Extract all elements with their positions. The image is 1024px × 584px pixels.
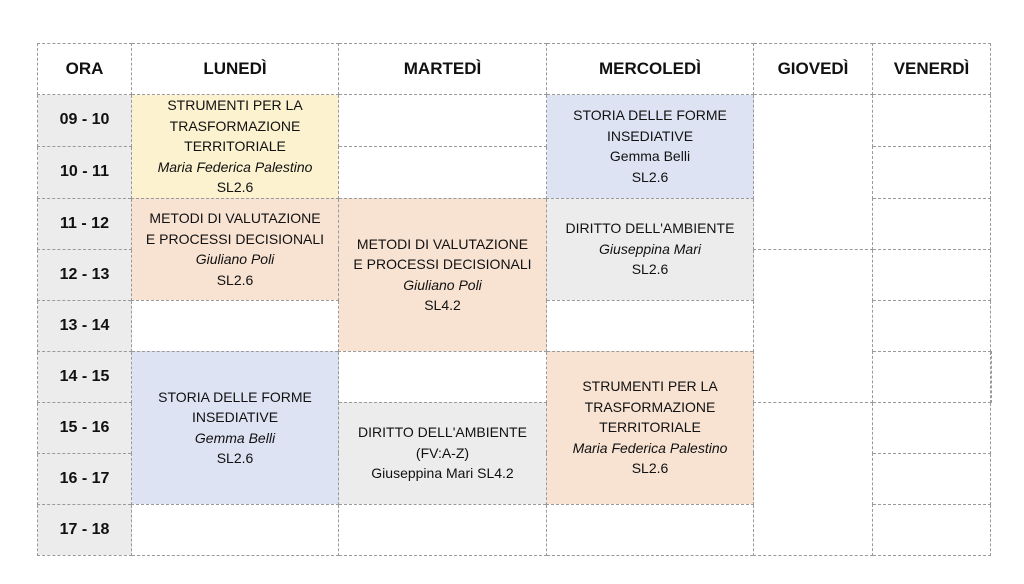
header-venerdi: VENERDÌ xyxy=(873,44,991,95)
empty-cell xyxy=(873,453,991,504)
timetable xyxy=(37,43,992,556)
empty-cell xyxy=(873,198,991,249)
header-mercoledi: MERCOLEDÌ xyxy=(547,44,754,95)
empty-cell xyxy=(873,351,991,402)
header-giovedi: GIOVEDÌ xyxy=(754,44,873,95)
empty-cell xyxy=(339,504,547,555)
empty-cell xyxy=(754,402,873,555)
course-title-line: E PROCESSI DECISIONALI xyxy=(145,230,325,247)
course-teacher: Giuliano Poli xyxy=(195,251,275,267)
course-title-line: DIRITTO DELL'AMBIENTE xyxy=(565,220,735,237)
course-teacher-room: Giuseppina Mari SL4.2 xyxy=(371,465,514,482)
hour-label: 11 - 12 xyxy=(38,198,132,249)
hour-label: 14 - 15 xyxy=(38,351,132,402)
hour-label: 16 - 17 xyxy=(38,453,132,504)
course-cell-lunedi-metodi xyxy=(132,198,339,300)
course-teacher: Giuseppina Mari xyxy=(599,240,701,257)
hour-label: 12 - 13 xyxy=(38,249,132,300)
course-title-line: (FV:A-Z) xyxy=(415,444,470,461)
hour-label: 13 - 14 xyxy=(38,300,132,351)
empty-cell xyxy=(873,402,991,453)
hour-label: 17 - 18 xyxy=(38,504,132,555)
course-room: SL2.6 xyxy=(631,460,669,477)
header-martedi: MARTEDÌ xyxy=(339,44,547,95)
course-teacher: Maria Federica Palestino xyxy=(572,439,728,456)
empty-cell xyxy=(132,504,339,555)
course-teacher: Gemma Belli xyxy=(194,429,276,446)
course-room: SL2.6 xyxy=(216,450,254,466)
course-title-line: TRASFORMAZIONE xyxy=(584,398,716,415)
empty-cell xyxy=(873,504,991,555)
course-cell-mercoledi-diritto xyxy=(547,198,754,300)
course-title-line: METODI DI VALUTAZIONE xyxy=(356,235,529,252)
course-room: SL2.6 xyxy=(216,271,254,288)
empty-cell xyxy=(132,300,339,351)
course-cell-martedi-metodi xyxy=(339,198,547,351)
course-title-line: TERRITORIALE xyxy=(599,419,701,436)
course-room: SL2.6 xyxy=(216,179,254,195)
course-title-line: STORIA DELLE FORME xyxy=(573,107,727,124)
course-cell-martedi-diritto xyxy=(339,402,547,504)
course-title-line: TRASFORMAZIONE xyxy=(169,117,301,134)
empty-cell xyxy=(873,249,991,300)
empty-cell xyxy=(547,504,754,555)
course-teacher: Gemma Belli xyxy=(609,148,691,165)
course-room: SL4.2 xyxy=(424,297,461,313)
course-teacher: Maria Federica Palestino xyxy=(157,158,313,175)
empty-cell xyxy=(754,95,873,250)
course-title-line: STRUMENTI PER LA xyxy=(582,378,718,395)
course-cell-lunedi-storia xyxy=(132,351,339,504)
course-cell-mercoledi-storia xyxy=(547,95,754,199)
course-cell-lunedi-strumenti xyxy=(132,95,339,199)
course-title-line: E PROCESSI DECISIONALI xyxy=(353,256,532,272)
course-title-line: INSEDIATIVE xyxy=(606,127,694,144)
course-title-line: STORIA DELLE FORME xyxy=(158,388,312,405)
hour-label: 10 - 11 xyxy=(38,146,132,198)
course-title-line: TERRITORIALE xyxy=(184,138,286,154)
empty-cell xyxy=(873,146,991,198)
course-title-line: STRUMENTI PER LA xyxy=(167,97,303,113)
hour-row xyxy=(38,95,992,147)
empty-cell xyxy=(754,249,873,402)
empty-cell xyxy=(339,146,547,198)
empty-cell xyxy=(991,351,992,402)
empty-cell xyxy=(339,351,547,402)
empty-cell xyxy=(339,95,547,147)
empty-cell xyxy=(873,95,991,147)
header-lunedi: LUNEDÌ xyxy=(132,44,339,95)
hour-label: 15 - 16 xyxy=(38,402,132,453)
course-title-line: METODI DI VALUTAZIONE xyxy=(149,210,321,226)
course-title-line: INSEDIATIVE xyxy=(191,409,279,425)
hour-label: 09 - 10 xyxy=(38,95,132,147)
course-room: SL2.6 xyxy=(631,261,669,278)
course-title-line: DIRITTO DELL'AMBIENTE xyxy=(358,424,527,441)
course-cell-mercoledi-strumenti xyxy=(547,351,754,504)
header-ora: ORA xyxy=(38,44,132,95)
course-room: SL2.6 xyxy=(631,168,669,185)
course-teacher: Giuliano Poli xyxy=(403,276,482,293)
empty-cell xyxy=(873,300,991,351)
empty-cell xyxy=(547,300,754,351)
header-row xyxy=(38,44,992,95)
